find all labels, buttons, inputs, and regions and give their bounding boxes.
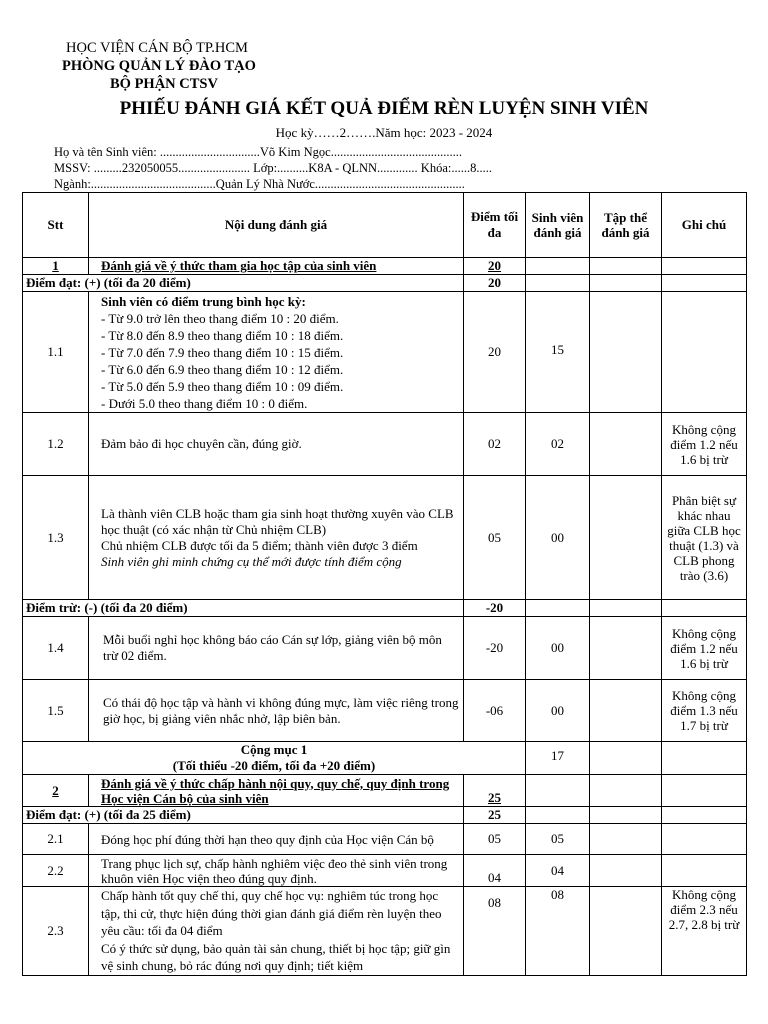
row-note bbox=[662, 824, 747, 855]
total-title: Cộng mục 1 bbox=[240, 742, 308, 757]
row-content: Đóng học phí đúng thời hạn theo quy định của Học viện Cán bộ bbox=[89, 824, 464, 855]
col-header-group: Tập thể đánh giá bbox=[590, 193, 662, 258]
section-row bbox=[23, 258, 747, 275]
row-group-score bbox=[590, 680, 662, 742]
table-header-row bbox=[23, 193, 747, 258]
row-group-score bbox=[590, 292, 662, 413]
total-self-score: 17 bbox=[526, 742, 590, 775]
plus-max: 25 bbox=[464, 807, 526, 824]
row-stt: 1.4 bbox=[23, 617, 89, 680]
row-max: 05 bbox=[464, 824, 526, 855]
row-self-score: 08 bbox=[526, 887, 590, 976]
table-row bbox=[23, 476, 747, 600]
row-group-score bbox=[590, 476, 662, 600]
row-max: 08 bbox=[464, 887, 526, 976]
row-stt: 2.1 bbox=[23, 824, 89, 855]
row-stt: 2.3 bbox=[23, 887, 89, 976]
row-line: Là thành viên CLB hoặc tham gia sinh hoạt thường xuyên vào CLB học thuật (có xác nhận từ Chủ nhiệm CLB) bbox=[101, 505, 454, 537]
row-line: - Dưới 5.0 theo thang điểm 10 : 0 điểm. bbox=[101, 395, 308, 411]
row-line: - Từ 8.0 đến 8.9 theo thang điểm 10 : 18 điểm. bbox=[101, 327, 344, 343]
table-row bbox=[23, 617, 747, 680]
row-content: Đảm bảo đi học chuyên cần, đúng giờ. bbox=[89, 413, 464, 476]
row-line: - Từ 5.0 đến 5.9 theo thang điểm 10 : 09 điểm. bbox=[101, 378, 344, 394]
table-row bbox=[23, 292, 747, 413]
row-max: -20 bbox=[464, 617, 526, 680]
row-self-score: 00 bbox=[526, 476, 590, 600]
office-name: PHÒNG QUẢN LÝ ĐÀO TẠO bbox=[62, 58, 256, 74]
col-header-note: Ghi chú bbox=[662, 193, 747, 258]
plus-label: Điểm đạt: (+) (tối đa 20 điểm) bbox=[23, 275, 464, 292]
section-total-label bbox=[23, 742, 526, 775]
plus-row bbox=[23, 275, 747, 292]
row-content bbox=[89, 292, 464, 413]
section-max: 20 bbox=[464, 258, 526, 275]
row-content: Trang phục lịch sự, chấp hành nghiêm việc đeo thẻ sinh viên trong khuôn viên Học viện theo đúng quy định. bbox=[89, 855, 464, 887]
minus-label: Điểm trừ: (-) (tối đa 20 điểm) bbox=[23, 600, 464, 617]
col-header-content: Nội dung đánh giá bbox=[89, 193, 464, 258]
row-evidence-note: Sinh viên ghi minh chứng cụ thể mới được tính điểm cộng bbox=[101, 553, 402, 569]
row-line: - Từ 7.0 đến 7.9 theo thang điểm 10 : 15 điểm. bbox=[101, 344, 344, 360]
row-max: 20 bbox=[464, 292, 526, 413]
row-self-score: 15 bbox=[526, 292, 590, 413]
row-self-score: 02 bbox=[526, 413, 590, 476]
row-stt: 1.1 bbox=[23, 292, 89, 413]
table-row bbox=[23, 413, 747, 476]
section-row bbox=[23, 775, 747, 807]
table-row bbox=[23, 680, 747, 742]
section-max: 25 bbox=[464, 775, 526, 807]
row-self-score: 00 bbox=[526, 680, 590, 742]
row-content: Mỗi buổi nghỉ học không báo cáo Cán sự lớp, giảng viên bộ môn trừ 02 điểm. bbox=[89, 617, 464, 680]
student-major-line: Ngành:........................................Quản Lý Nhà Nước................................................ bbox=[54, 177, 465, 191]
row-group-score bbox=[590, 413, 662, 476]
row-note: Không cộng điểm 1.2 nếu 1.6 bị trừ bbox=[662, 617, 747, 680]
form-title: PHIẾU ĐÁNH GIÁ KẾT QUẢ ĐIỂM RÈN LUYỆN SINH VIÊN bbox=[119, 98, 649, 119]
row-stt: 1.3 bbox=[23, 476, 89, 600]
row-line: - Từ 9.0 trở lên theo thang điểm 10 : 20 điểm. bbox=[101, 310, 339, 326]
minus-row bbox=[23, 600, 747, 617]
row-group-score bbox=[590, 617, 662, 680]
row-line: Có ý thức sử dụng, bảo quản tài sản chung, thiết bị học tập; giữ gìn vệ sinh chung, bỏ rác đúng nơi quy định; tiết kiệm bbox=[101, 940, 451, 973]
plus-row bbox=[23, 807, 747, 824]
department-name: BỘ PHẬN CTSV bbox=[110, 76, 218, 92]
row-max: -06 bbox=[464, 680, 526, 742]
institute-name: HỌC VIỆN CÁN BỘ TP.HCM bbox=[66, 40, 248, 56]
row-note: Không cộng điểm 2.3 nếu 2.7, 2.8 bị trừ bbox=[662, 887, 747, 976]
section-total-row bbox=[23, 742, 747, 775]
row-self-score: 00 bbox=[526, 617, 590, 680]
row-line: - Từ 6.0 đến 6.9 theo thang điểm 10 : 12 điểm. bbox=[101, 361, 344, 377]
row-group-score bbox=[590, 855, 662, 887]
row-heading: Sinh viên có điểm trung bình học kỳ: bbox=[101, 293, 306, 309]
row-content bbox=[89, 887, 464, 976]
row-self-score: 04 bbox=[526, 855, 590, 887]
row-stt: 1.5 bbox=[23, 680, 89, 742]
row-line: Chấp hành tốt quy chế thi, quy chế học vụ: nghiêm túc trong học tập, thi cử, thực hiện đúng thời gian đánh giá điểm rèn luyện theo yêu cầu: tối đa 04 điểm bbox=[101, 888, 442, 938]
section-number: 2 bbox=[23, 775, 89, 807]
table-row bbox=[23, 824, 747, 855]
row-group-score bbox=[590, 824, 662, 855]
col-header-max: Điểm tối đa bbox=[464, 193, 526, 258]
row-content bbox=[89, 476, 464, 600]
student-id-line: MSSV: .........232050055....................... Lớp:..........K8A - QLNN............. Khóa:......8..... bbox=[54, 161, 492, 175]
row-stt: 1.2 bbox=[23, 413, 89, 476]
row-note: Phân biệt sự khác nhau giữa CLB học thuật (1.3) và CLB phong trào (3.6) bbox=[662, 476, 747, 600]
row-max: 02 bbox=[464, 413, 526, 476]
section-title: Đánh giá về ý thức tham gia học tập của sinh viên bbox=[89, 258, 464, 275]
row-note bbox=[662, 855, 747, 887]
col-header-stt: Stt bbox=[23, 193, 89, 258]
semester-line: Học kỳ……2…….Năm học: 2023 - 2024 bbox=[275, 125, 493, 140]
row-max: 04 bbox=[464, 855, 526, 887]
plus-max: 20 bbox=[464, 275, 526, 292]
table-row bbox=[23, 887, 747, 976]
row-line: Chủ nhiệm CLB được tối đa 5 điểm; thành viên được 3 điểm bbox=[101, 537, 418, 553]
row-note: Không cộng điểm 1.3 nếu 1.7 bị trừ bbox=[662, 680, 747, 742]
row-group-score bbox=[590, 887, 662, 976]
row-content: Có thái độ học tập và hành vi không đúng mực, làm việc riêng trong giờ học, bị giảng viên nhắc nhở, lập biên bản. bbox=[89, 680, 464, 742]
row-stt: 2.2 bbox=[23, 855, 89, 887]
total-range: (Tối thiểu -20 điểm, tối đa +20 điểm) bbox=[172, 758, 376, 773]
col-header-self: Sinh viên đánh giá bbox=[526, 193, 590, 258]
section-number: 1 bbox=[23, 258, 89, 275]
row-note: Không cộng điểm 1.2 nếu 1.6 bị trừ bbox=[662, 413, 747, 476]
section-title: Đánh giá về ý thức chấp hành nội quy, quy chế, quy định trong Học viện Cán bộ của sinh viên bbox=[89, 775, 464, 807]
row-note bbox=[662, 292, 747, 413]
row-max: 05 bbox=[464, 476, 526, 600]
table-row bbox=[23, 855, 747, 887]
row-self-score: 05 bbox=[526, 824, 590, 855]
student-name-line: Họ và tên Sinh viên: ................................Võ Kim Ngọc.......................................... bbox=[54, 145, 462, 159]
minus-max: -20 bbox=[464, 600, 526, 617]
evaluation-table bbox=[22, 192, 747, 976]
plus-label: Điểm đạt: (+) (tối đa 25 điểm) bbox=[23, 807, 464, 824]
